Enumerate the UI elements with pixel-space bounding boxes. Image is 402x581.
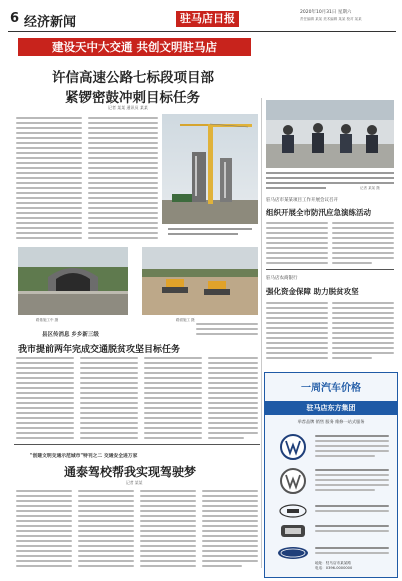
- banner-text: 建设天中大交通 共创文明驻马店: [51, 40, 217, 54]
- ad-contact: [315, 561, 393, 571]
- lead-title-1: 许信高速公路七标段项目部: [52, 70, 214, 86]
- lead-byline: 记者 某某 通讯员 某某: [108, 105, 148, 110]
- bottom-kicker: "创建文明交通示范城市"特刊之二 交通安全进万家: [30, 454, 138, 459]
- ad-brand-line: 驻马店东方集团: [306, 404, 356, 412]
- poverty-title: 我市提前两年完成交通脱贫攻坚目标任务: [18, 345, 181, 355]
- ad-contact-line-1: 地址：驻马店市某某路: [315, 561, 351, 565]
- right-photo-byline: 记者 某某 摄: [360, 186, 380, 190]
- ad-brand-bar: [265, 401, 397, 415]
- topic-banner: [18, 38, 251, 56]
- caption-right-bottom: 路面施工 摄: [176, 318, 195, 322]
- right-article-2-title: 强化资金保障 助力脱贫攻坚: [266, 287, 359, 296]
- photo-tunnel-bridge: [18, 247, 128, 315]
- ford-logo: [277, 545, 309, 559]
- photo-crane-construction: [162, 114, 258, 224]
- ad-sub-line: 举荐品牌 销售 服务 维修一站式服务: [297, 419, 365, 424]
- vw-logo-2: [279, 467, 307, 495]
- lead-title-2: 紧锣密鼓冲刺目标任务: [65, 90, 200, 106]
- column-separator: [261, 98, 262, 568]
- right-article-1-kicker: 驻马店市某某项目工作开展会议召开: [266, 198, 338, 203]
- bottom-byline: 记者 某某: [126, 480, 143, 485]
- photo-meeting: [266, 100, 394, 168]
- paper-name-badge: 驻马店日报: [176, 11, 239, 27]
- crane-photo-caption: [168, 228, 252, 230]
- page-number: 6: [10, 11, 20, 26]
- section-title: 经济新闻: [24, 15, 77, 30]
- header-rule: [8, 31, 396, 32]
- photo-road-roller: [142, 247, 258, 315]
- right-article-2-kicker: 驻马店农商银行: [266, 276, 298, 281]
- caption-left-bottom: 路基施工中 摄: [36, 318, 59, 322]
- masthead: [0, 0, 402, 32]
- geely-logo: [279, 523, 307, 539]
- date-line: 2020年10月31日 星期六: [300, 10, 352, 15]
- divider-bottom: [14, 444, 260, 445]
- car-price-ad: [264, 372, 398, 578]
- vw-logo: [279, 433, 307, 461]
- poverty-kicker: 县区传消息 乡乡新三级: [42, 332, 99, 338]
- right-article-1-title: 组织开展全市防汛应急演练活动: [266, 208, 371, 217]
- editor-line: 责任编辑 某某 美术编辑 某某 校对 某某: [300, 17, 362, 21]
- ad-contact-line-2: 电话：0396-0000000: [315, 566, 353, 570]
- byd-logo: [279, 503, 307, 517]
- bottom-title: 通泰驾校帮我实现驾驶梦: [64, 465, 197, 479]
- divider-right-1: [266, 269, 394, 270]
- ad-header: 一周汽车价格: [301, 383, 361, 394]
